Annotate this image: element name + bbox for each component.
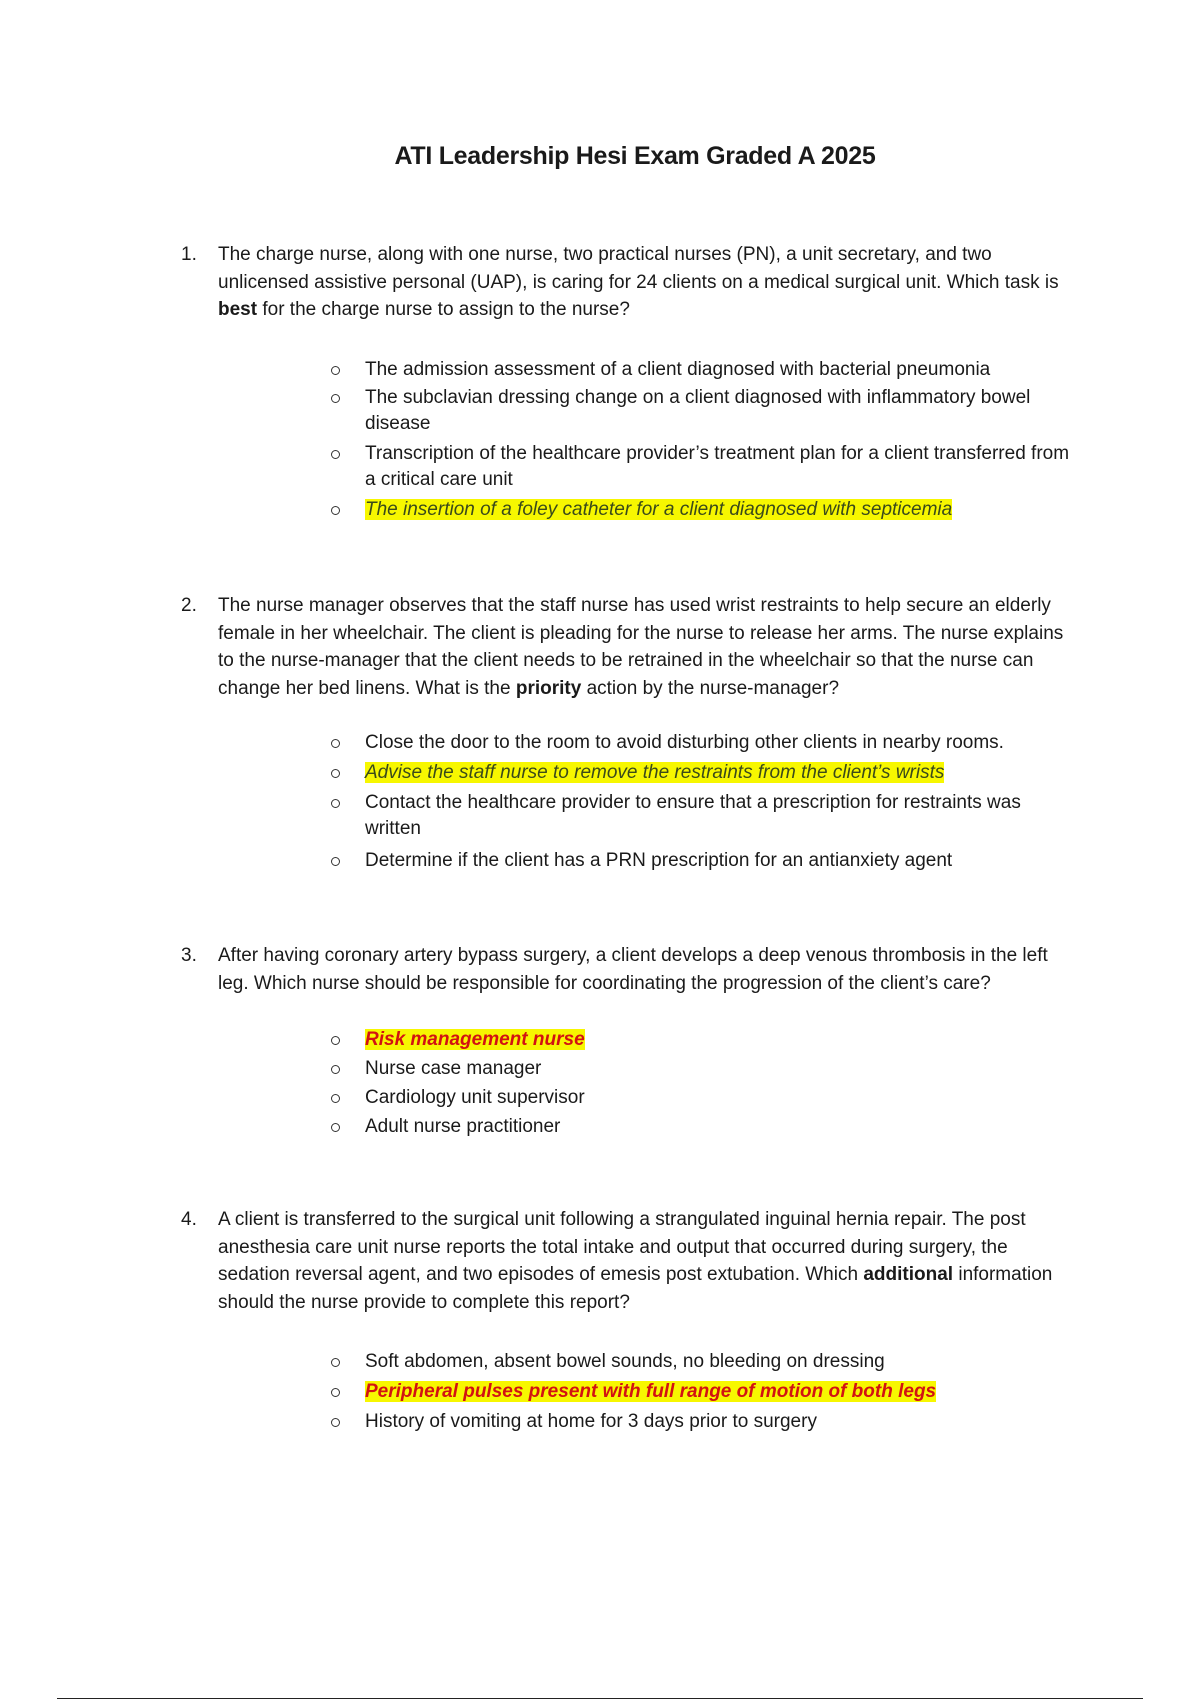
- footer-divider: [57, 1698, 1143, 1699]
- circle-bullet-icon: [331, 739, 340, 748]
- question-number: 1.: [181, 244, 197, 265]
- page-title: ATI Leadership Hesi Exam Graded A 2025: [394, 142, 876, 170]
- question-1: [181, 241, 1081, 523]
- question-stem: [218, 1206, 1081, 1316]
- question-2: [181, 592, 1081, 874]
- stem-text: information should the nurse provide to complete this report?: [218, 1264, 1053, 1313]
- answer-option[interactable]: [331, 1114, 1081, 1140]
- circle-bullet-icon: [331, 1094, 340, 1103]
- stem-emphasis: priority: [515, 677, 582, 699]
- stem-text: The nurse manager observes that the staff nurse has used wrist restraints to help secure an elderly female in her wheelchair. The client is pleading for the nurse to release her arms. The nurse explains to the nurse-manager that the client needs to be retrained in the wheelchair so that the nurse can change her bed linens. What is the: [218, 595, 1064, 699]
- circle-bullet-icon: [331, 857, 340, 866]
- question-number: 3.: [181, 945, 197, 966]
- answer-option-correct[interactable]: [331, 1379, 1081, 1405]
- circle-bullet-icon: [331, 506, 340, 515]
- answer-option[interactable]: [331, 1085, 1081, 1111]
- highlighted-answer: Risk management nurse: [365, 1029, 585, 1050]
- answer-option[interactable]: [331, 357, 1081, 383]
- circle-bullet-icon: [331, 769, 340, 778]
- answer-option[interactable]: [331, 1409, 1081, 1435]
- answer-option[interactable]: [331, 730, 1081, 756]
- circle-bullet-icon: [331, 394, 340, 403]
- answer-option[interactable]: [331, 1349, 1081, 1375]
- stem-text: for the charge nurse to assign to the nurse?: [257, 299, 630, 320]
- circle-bullet-icon: [331, 1418, 340, 1427]
- stem-text: action by the nurse-manager?: [581, 677, 840, 699]
- option-text: History of vomiting at home for 3 days prior to surgery: [365, 1411, 817, 1432]
- question-number: 4.: [181, 1209, 197, 1230]
- answer-options: [331, 357, 1081, 523]
- circle-bullet-icon: [331, 1358, 340, 1367]
- circle-bullet-icon: [331, 799, 340, 808]
- circle-bullet-icon: [331, 1388, 340, 1397]
- highlighted-answer: Peripheral pulses present with full range of motion of both legs: [365, 1381, 937, 1402]
- answer-option[interactable]: [331, 848, 1081, 874]
- circle-bullet-icon: [331, 366, 340, 375]
- answer-option[interactable]: [331, 1056, 1081, 1082]
- question-stem: [218, 592, 1081, 702]
- circle-bullet-icon: [331, 1065, 340, 1074]
- stem-emphasis: best: [218, 299, 258, 320]
- question-3: [181, 942, 1081, 1140]
- option-text: Determine if the client has a PRN prescription for an antianxiety agent: [365, 850, 953, 871]
- highlighted-answer: Advise the staff nurse to remove the restraints from the client’s wrists: [365, 762, 945, 783]
- answer-option-correct[interactable]: [331, 760, 1081, 786]
- option-text: Adult nurse practitioner: [365, 1116, 561, 1137]
- highlighted-answer: The insertion of a foley catheter for a client diagnosed with septicemia: [365, 498, 953, 520]
- circle-bullet-icon: [331, 1036, 340, 1045]
- option-text: Close the door to the room to avoid disturbing other clients in nearby rooms.: [365, 732, 1004, 753]
- stem-text: The charge nurse, along with one nurse, two practical nurses (PN), a unit secretary, and two unlicensed assistive personal (UAP), is caring for 24 clients on a medical surgical unit. Which task is: [218, 244, 1059, 293]
- question-4: [181, 1206, 1081, 1435]
- stem-text: After having coronary artery bypass surgery, a client develops a deep venous thrombosis in the left leg. Which nurse should be responsible for coordinating the progression of the client’s care?: [218, 945, 1048, 994]
- circle-bullet-icon: [331, 450, 340, 459]
- answer-option[interactable]: [331, 385, 1081, 437]
- answer-option[interactable]: [331, 441, 1081, 493]
- answer-options: [331, 1349, 1081, 1435]
- option-text: The admission assessment of a client diagnosed with bacterial pneumonia: [365, 358, 991, 380]
- answer-option[interactable]: [331, 790, 1081, 842]
- stem-text: A client is transferred to the surgical unit following a strangulated inguinal hernia repair. The post anesthesia care unit nurse reports the total intake and output that occurred during surgery, the sedation reversal agent, and two episodes of emesis post extubation. Which: [218, 1209, 1026, 1285]
- answer-options: [331, 730, 1081, 874]
- option-text: Nurse case manager: [365, 1058, 542, 1079]
- option-text: The subclavian dressing change on a client diagnosed with inflammatory bowel disease: [365, 386, 1031, 434]
- option-text: Contact the healthcare provider to ensure that a prescription for restraints was written: [365, 792, 1021, 839]
- circle-bullet-icon: [331, 1123, 340, 1132]
- stem-emphasis: additional: [863, 1264, 954, 1285]
- option-text: Soft abdomen, absent bowel sounds, no bleeding on dressing: [365, 1351, 885, 1372]
- answer-option-correct[interactable]: [331, 497, 1081, 523]
- option-text: Transcription of the healthcare provider’s treatment plan for a client transferred from a critical care unit: [365, 442, 1070, 490]
- question-number: 2.: [181, 595, 197, 616]
- answer-options: [331, 1027, 1081, 1140]
- option-text: Cardiology unit supervisor: [365, 1087, 585, 1108]
- question-stem: [218, 942, 1081, 997]
- answer-option-correct[interactable]: [331, 1027, 1081, 1053]
- question-stem: [218, 241, 1081, 324]
